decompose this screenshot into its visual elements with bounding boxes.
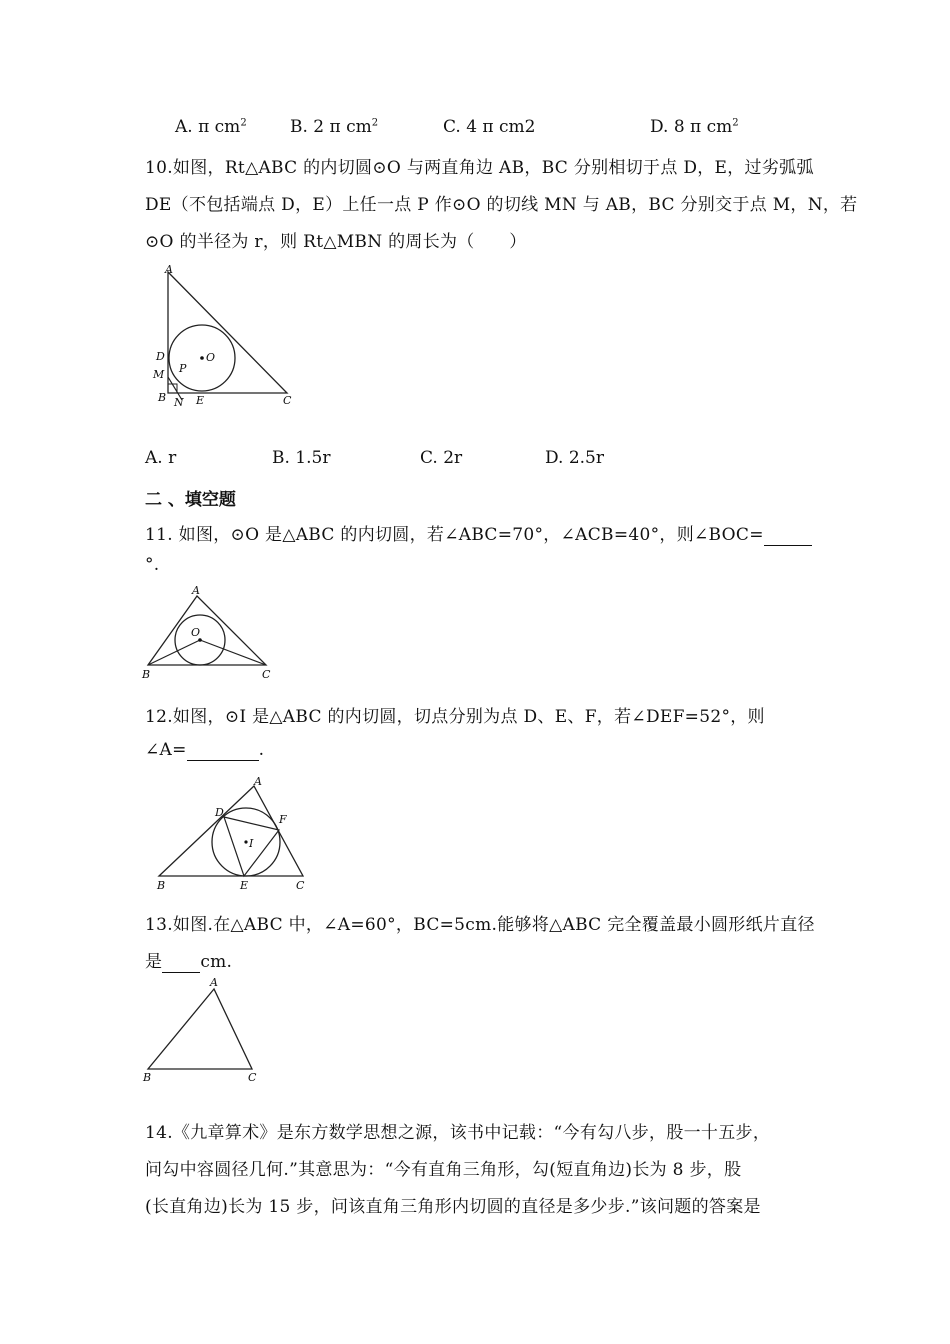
q10-option-c: C. 2r bbox=[420, 448, 463, 468]
q11-segment-co bbox=[200, 640, 266, 665]
q13-figure bbox=[138, 975, 263, 1085]
q11-triangle bbox=[148, 596, 266, 665]
q14-line-3: (长直角边)长为 15 步，问该直角三角形内切圆的直径是多少步.”该问题的答案是 bbox=[145, 1197, 761, 1217]
q11-segment-bo bbox=[148, 640, 200, 665]
q12-label-e: E bbox=[240, 879, 249, 892]
q10-label-e: E bbox=[196, 394, 205, 407]
q10-label-b: B bbox=[158, 391, 167, 404]
q12-label-d: D bbox=[215, 806, 224, 819]
q11-label-o: O bbox=[191, 626, 201, 639]
q10-label-a: A bbox=[165, 263, 173, 276]
q12-figure bbox=[150, 770, 320, 895]
q10-option-d: D. 2.5r bbox=[545, 448, 604, 468]
q10-option-a: A. r bbox=[145, 448, 177, 468]
q10-label-d: D bbox=[156, 350, 165, 363]
q9-option-d: D. 8 π $cm^2$ bbox=[650, 117, 739, 137]
q10-line-3: ⊙O 的半径为 r，则 Rt△MBN 的周长为（ ） bbox=[145, 232, 527, 252]
q13-label-c: C bbox=[248, 1071, 257, 1084]
q12-label-c: C bbox=[296, 879, 305, 892]
q10-label-m: M bbox=[153, 368, 165, 381]
q9-option-b: B. 2 π $cm^2$ bbox=[290, 117, 379, 137]
q13-line-2: 是 cm. bbox=[145, 952, 233, 972]
q10-line-1: 10.如图，Rt△ABC 的内切圆⊙O 与两直角边 AB，BC 分别相切于点 D，E，过劣弧弧 bbox=[145, 158, 814, 178]
q14-line-1: 14.《九章算术》是东方数学思想之源，该书中记载：“今有勾八步，股一十五步， bbox=[145, 1123, 771, 1143]
q9-option-c: C. 4 π cm2 bbox=[443, 117, 536, 137]
q12-label-a: A bbox=[254, 775, 262, 788]
q12-triangle bbox=[159, 786, 303, 876]
q10-label-o: O bbox=[206, 351, 216, 364]
q12-answer-blank bbox=[187, 740, 259, 761]
q11-line-1: 11. 如图，⊙O 是△ABC 的内切圆，若∠ABC=70°，∠ACB=40°，则∠BOC= bbox=[145, 520, 812, 546]
q13-answer-blank bbox=[162, 952, 200, 973]
q14-line-2: 问勾中容圆径几何.”其意思为：“今有直角三角形，勾(短直角边)长为 8 步，股 bbox=[145, 1160, 742, 1180]
q10-label-c: C bbox=[283, 394, 292, 407]
q10-line-2: DE（不包括端点 D，E）上任一点 P 作⊙O 的切线 MN 与 AB，BC 分别交于点 M，N，若 bbox=[145, 195, 858, 215]
q12-line-2: ∠A= . bbox=[145, 740, 265, 760]
q9-option-a: A. π $cm^2$ bbox=[175, 117, 247, 137]
q11-line-2: °. bbox=[145, 555, 160, 575]
q12-line-1: 12.如图，⊙I 是△ABC 的内切圆，切点分别为点 D、E、F，若∠DEF=52°，则 bbox=[145, 707, 765, 727]
q11-figure bbox=[140, 585, 280, 683]
q10-label-n: N bbox=[174, 396, 184, 409]
q11-label-c: C bbox=[262, 668, 271, 681]
q11-label-b: B bbox=[142, 668, 151, 681]
q12-center-dot bbox=[244, 840, 247, 843]
section-2-title: 二 、填空题 bbox=[145, 490, 236, 510]
q10-option-b: B. 1.5r bbox=[272, 448, 331, 468]
q13-triangle bbox=[148, 989, 252, 1069]
q10-figure bbox=[145, 260, 305, 410]
q13-label-b: B bbox=[143, 1071, 152, 1084]
q12-label-i: I bbox=[249, 837, 254, 850]
q11-answer-blank bbox=[764, 525, 812, 546]
q13-label-a: A bbox=[210, 976, 218, 989]
q13-line-1: 13.如图.在△ABC 中，∠A=60°，BC=5cm.能够将△ABC 完全覆盖最小圆形纸片直径 bbox=[145, 915, 815, 935]
q12-label-f: F bbox=[279, 813, 287, 826]
q11-label-a: A bbox=[192, 585, 200, 597]
q10-label-p: P bbox=[179, 362, 187, 375]
q10-center-dot bbox=[200, 356, 204, 360]
q12-label-b: B bbox=[157, 879, 166, 892]
